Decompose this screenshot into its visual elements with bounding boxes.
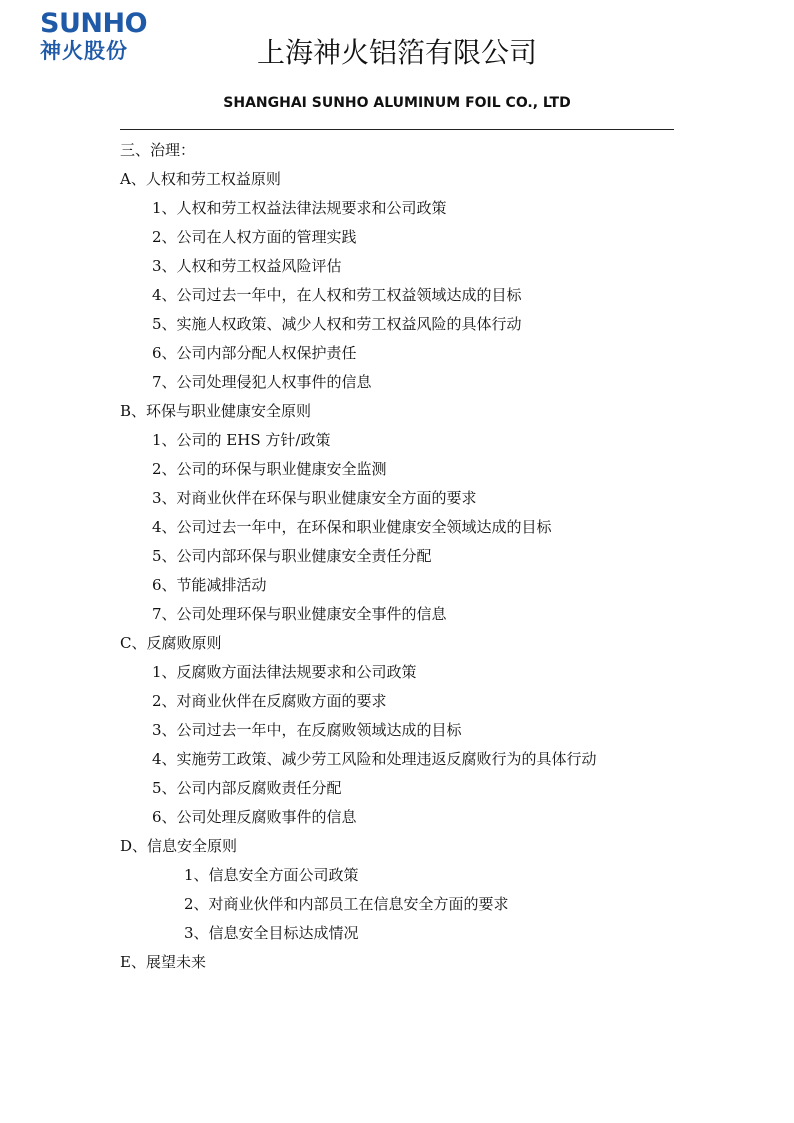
subsection-heading-c: C、反腐败原则 [120,634,222,652]
list-item: 1、公司的 EHS 方针/政策 [152,431,331,449]
list-item: 2、对商业伙伴在反腐败方面的要求 [152,692,387,710]
list-item: 1、信息安全方面公司政策 [184,866,359,884]
logo-wordmark-en: SUNHO [40,8,148,39]
list-item: 3、信息安全目标达成情况 [184,924,359,942]
list-item: 4、公司过去一年中，在环保和职业健康安全领域达成的目标 [152,518,552,536]
list-item: 5、实施人权政策、减少人权和劳工权益风险的具体行动 [152,315,522,333]
list-item: 2、公司在人权方面的管理实践 [152,228,357,246]
list-item: 2、公司的环保与职业健康安全监测 [152,460,387,478]
logo-wordmark-cn: 神火股份 [40,39,128,63]
company-name-en: SHANGHAI SUNHO ALUMINUM FOIL CO., LTD [223,95,571,111]
list-item: 4、实施劳工政策、减少劳工风险和处理违返反腐败行为的具体行动 [152,750,597,768]
list-item: 3、公司过去一年中，在反腐败领域达成的目标 [152,721,462,739]
subsection-heading-e: E、展望未来 [120,953,206,971]
subsection-heading-a: A、人权和劳工权益原则 [120,170,281,188]
list-item: 3、人权和劳工权益风险评估 [152,257,342,275]
list-item: 5、公司内部环保与职业健康安全责任分配 [152,547,432,565]
subsection-heading-b: B、环保与职业健康安全原则 [120,402,312,420]
list-item: 1、反腐败方面法律法规要求和公司政策 [152,663,417,681]
list-item: 6、公司内部分配人权保护责任 [152,344,357,362]
list-item: 4、公司过去一年中，在人权和劳工权益领域达成的目标 [152,286,522,304]
list-item: 6、节能减排活动 [152,576,267,594]
list-item: 3、对商业伙伴在环保与职业健康安全方面的要求 [152,489,477,507]
list-item: 2、对商业伙伴和内部员工在信息安全方面的要求 [184,895,509,913]
company-name-cn: 上海神火铝箔有限公司 [256,36,537,69]
list-item: 5、公司内部反腐败责任分配 [152,779,342,797]
list-item: 7、公司处理侵犯人权事件的信息 [152,373,372,391]
section-heading: 三、治理： [120,141,196,159]
subsection-heading-d: D、信息安全原则 [120,837,238,855]
header-divider [120,129,674,130]
list-item: 7、公司处理环保与职业健康安全事件的信息 [152,605,447,623]
list-item: 1、人权和劳工权益法律法规要求和公司政策 [152,199,447,217]
list-item: 6、公司处理反腐败事件的信息 [152,808,357,826]
